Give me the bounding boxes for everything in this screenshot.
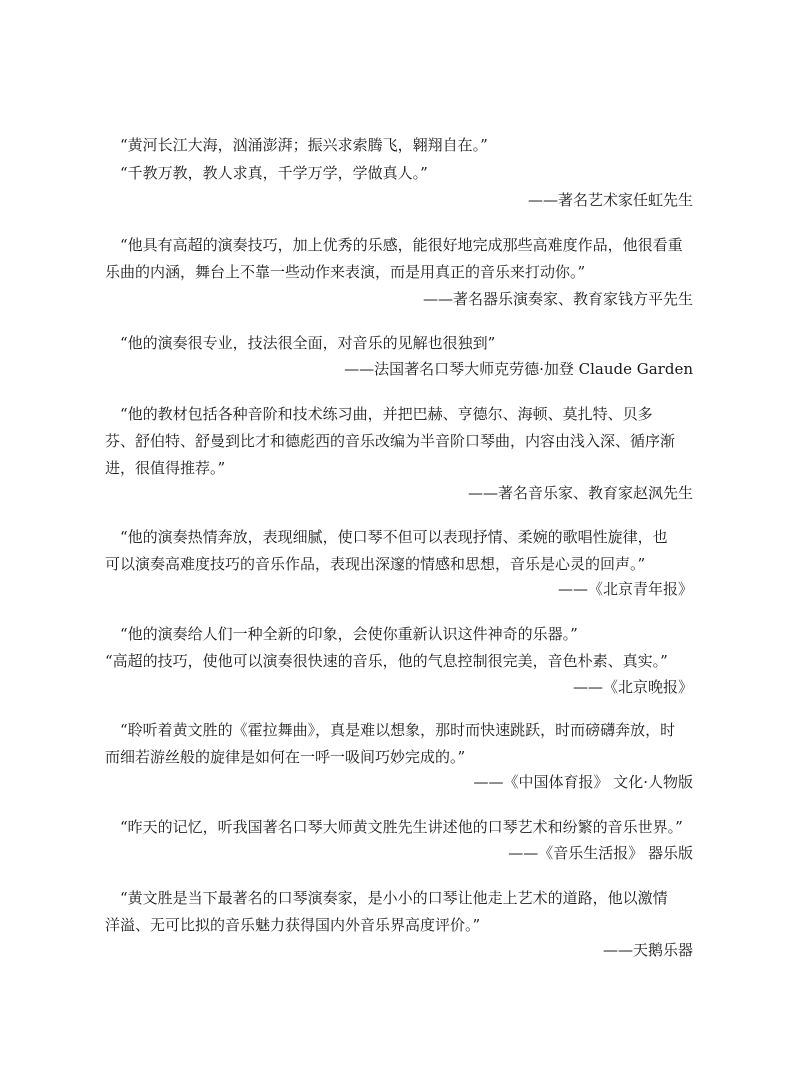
quote-line: “黄河长江大海，汹涌澎湃；振兴求索腾飞，翱翔自在。” [120, 136, 488, 154]
quote-line: “千教万教，教人求真，千学万学，学做真人。” [120, 164, 428, 182]
quote-line: “黄文胜是当下最著名的口琴演奏家，是小小的口琴让他走上艺术的道路，他以激情 [120, 889, 668, 907]
quote-line: 可以演奏高难度技巧的音乐作品，表现出深邃的情感和思想，音乐是心灵的回声。” [105, 555, 646, 573]
quote-line: 芬、舒伯特、舒曼到比才和德彪西的音乐改编为半音阶口琴曲，内容由浅入深、循序渐 [105, 432, 676, 450]
quote-line: 进，很值得推荐。” [105, 459, 226, 477]
quote-line: “高超的技巧，使他可以演奏很快速的音乐，他的气息控制很完美，音色朴素、真实。” [105, 652, 668, 670]
attribution: ——《北京晚报》 [572, 678, 693, 696]
quote-line: 洋溢、无可比拟的音乐魅力获得国内外音乐界高度评价。” [105, 916, 481, 934]
attribution: ——著名器乐演奏家、教育家钱方平先生 [422, 290, 693, 308]
quote-line: 乐曲的内涵，舞台上不靠一些动作来表演，而是用真正的音乐来打动你。” [105, 263, 586, 281]
quote-line: 而细若游丝般的旋律是如何在一呼一吸间巧妙完成的。” [105, 748, 466, 766]
quote-line: “他的演奏热情奔放，表现细腻，使口琴不但可以表现抒情、柔婉的歌唱性旋律，也 [120, 528, 668, 546]
quote-line: “昨天的记忆，听我国著名口琴大师黄文胜先生讲述他的口琴艺术和纷繁的音乐世界。” [120, 818, 683, 836]
quote-line: “他具有高超的演奏技巧，加上优秀的乐感，能很好地完成那些高难度作品，他很看重 [120, 236, 683, 254]
attribution: ——著名音乐家、教育家赵沨先生 [467, 484, 693, 502]
quote-line: “他的演奏很专业，技法很全面，对音乐的见解也很独到” [120, 334, 496, 352]
attribution: ——《北京青年报》 [557, 580, 693, 598]
quote-line: “聆听着黄文胜的《霍拉舞曲》，真是难以想象，那时而快速跳跃，时而磅礴奔放，时 [120, 721, 676, 739]
quote-line: “他的教材包括各种音阶和技术练习曲，并把巴赫、亨德尔、海顿、莫扎特、贝多 [120, 405, 653, 423]
attribution: ——天鹅乐器 [602, 941, 693, 959]
quote-line: “他的演奏给人们一种全新的印象，会使你重新认识这件神奇的乐器。” [120, 625, 578, 643]
attribution: ——《中国体育报》 文化·人物版 [473, 773, 693, 791]
attribution: ——法国著名口琴大师克劳德·加登 Claude Garden [344, 360, 693, 378]
attribution: ——《音乐生活报》 器乐版 [508, 844, 693, 862]
attribution: ——著名艺术家任虹先生 [527, 191, 693, 209]
